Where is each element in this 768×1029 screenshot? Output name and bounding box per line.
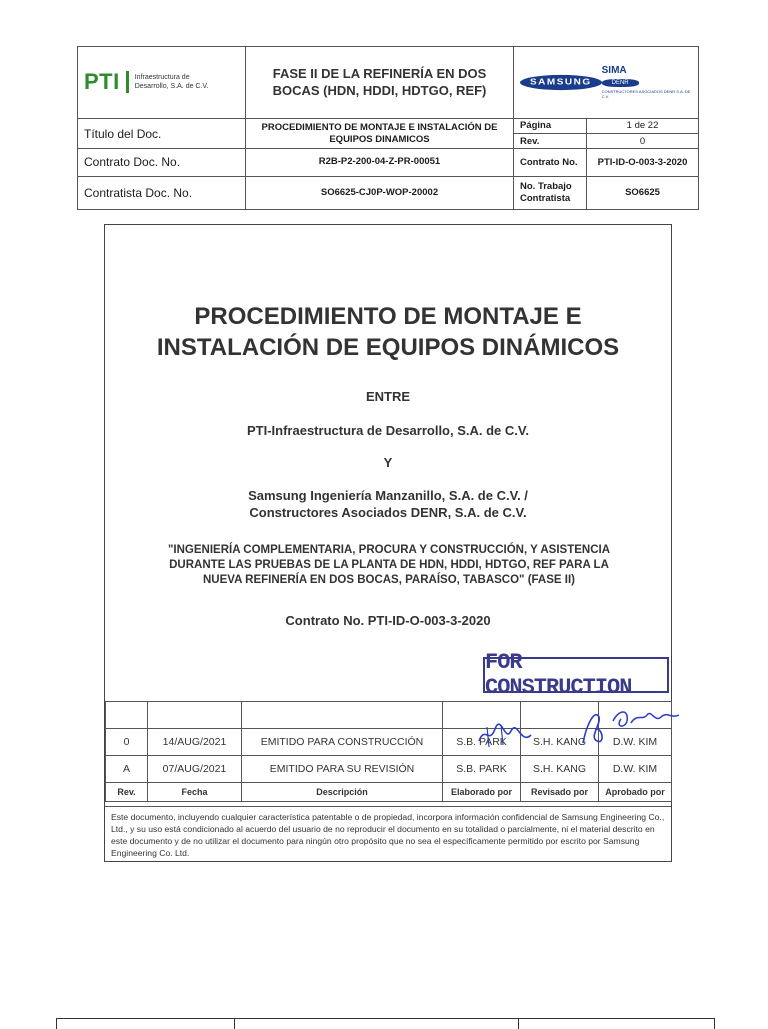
reviewed-by-cell: S.H. KANG: [521, 756, 599, 783]
doc-title-label: Título del Doc.: [78, 118, 246, 148]
project-title: FASE II DE LA REFINERÍA EN DOS BOCAS (HDN, HDDI, HDTGO, REF): [246, 47, 514, 119]
document-title-line2: INSTALACIÓN DE EQUIPOS DINÁMICOS: [156, 334, 620, 361]
project-line3: NUEVA REFINERÍA EN DOS BOCAS, PARAÍSO, TABASCO" (FASE II): [203, 574, 575, 586]
cover-box: [104, 224, 672, 862]
revision-header-row: [106, 783, 672, 802]
party-two: [105, 487, 671, 521]
signature-park-icon: [475, 721, 535, 751]
pti-logo-text: PTI: [84, 69, 120, 95]
entre-label: ENTRE: [365, 389, 411, 404]
document-header-table: [77, 46, 699, 210]
prepared-by-cell: S.B. PARK: [443, 756, 521, 783]
pti-logo-cell: [78, 47, 246, 119]
client-logos-cell: [514, 47, 699, 119]
contract-doc-value: R2B-P2-200-04-Z-PR-00051: [246, 149, 514, 176]
contractor-doc-value: SO6625-CJ0P-WOP-20002: [246, 176, 514, 209]
sima-logo-text: SIMA: [601, 65, 627, 77]
rev-cell: A: [106, 756, 148, 783]
header-reviewed-by: Revisado por: [521, 783, 599, 802]
pti-logo: [84, 69, 239, 95]
document-title-line1: PROCEDIMIENTO DE MONTAJE E: [194, 303, 582, 330]
page-label: Página: [514, 118, 587, 133]
project-description: [135, 543, 643, 588]
table-row: [106, 756, 672, 783]
pti-subtitle-line1: Infraestructura de: [134, 74, 190, 82]
contract-number: Contrato No. PTI-ID-O-003-3-2020: [285, 613, 491, 628]
page-value: 1 de 22: [587, 118, 699, 133]
y-label: Y: [383, 455, 393, 470]
approved-by-cell: D.W. KIM: [599, 756, 672, 783]
approved-by-cell: D.W. KIM: [599, 729, 672, 756]
for-construction-stamp: FOR CONSTRUCTION: [483, 657, 669, 693]
date-cell: 14/AUG/2021: [148, 729, 242, 756]
header-approved-by: Aprobado por: [599, 783, 672, 802]
header-date: Fecha: [148, 783, 242, 802]
sima-denr-logo: [602, 65, 692, 99]
confidentiality-disclaimer: Este documento, incluyendo cualquier característica patentable o de propiedad, incorpora información confidencial de Samsung Engineering Co., Ltd., y su uso está condicionado al acuerdo del usuario de no reproducir el documento en su totalidad o parcialmente, ni el material descrito en este documento y de no utilizar el documento para ningún otro propósito que no sea el específicamente permitido por escrito por Samsung Engineering Co. Ltd.: [105, 806, 671, 861]
denr-logo-text: DENR: [602, 79, 639, 87]
contractor-doc-label: Contratista Doc. No.: [78, 176, 246, 209]
prepared-by-cell: S.B. PARK: [443, 729, 521, 756]
pti-logo-subtitle: [135, 73, 209, 91]
doc-title-value: PROCEDIMIENTO DE MONTAJE E INSTALACIÓN DE EQUIPOS DINAMICOS: [246, 118, 514, 148]
description-cell: EMITIDO PARA SU REVISIÓN: [242, 756, 443, 783]
header-description: Descripción: [242, 783, 443, 802]
date-cell: 07/AUG/2021: [148, 756, 242, 783]
party-two-line2: Constructores Asociados DENR, S.A. de C.V.: [249, 505, 527, 520]
project-line2: DURANTE LAS PRUEBAS DE LA PLANTA DE HDN, HDDI, HDTGO, REF PARA LA: [169, 559, 609, 571]
work-no-label: No. Trabajo Contratista: [514, 176, 587, 209]
signature-kang-kim-icon: [575, 703, 685, 749]
reviewed-by-cell: S.H. KANG: [521, 729, 599, 756]
contract-no-label: Contrato No.: [514, 149, 587, 176]
rev-cell: 0: [106, 729, 148, 756]
header-rev: Rev.: [106, 783, 148, 802]
pti-logo-divider: [126, 71, 129, 93]
rev-value: 0: [587, 134, 699, 149]
contract-doc-label: Contrato Doc. No.: [78, 149, 246, 176]
party-one: PTI-Infraestructura de Desarrollo, S.A. de C.V.: [247, 423, 529, 438]
project-line1: "INGENIERÍA COMPLEMENTARIA, PROCURA Y CONSTRUCCIÓN, Y ASISTENCIA: [167, 544, 611, 556]
contract-no-value: PTI-ID-O-003-3-2020: [587, 149, 699, 176]
description-cell: EMITIDO PARA CONSTRUCCIÓN: [242, 729, 443, 756]
pti-subtitle-line2: Desarrollo, S.A. de C.V.: [134, 83, 209, 91]
document-title: [105, 301, 671, 363]
samsung-logo: SAMSUNG: [520, 75, 602, 90]
rev-label: Rev.: [514, 134, 587, 149]
sima-logo-subtitle: CONSTRUCTORES ASOCIADOS DENR S.A. DE C.V.: [601, 89, 691, 100]
party-two-line1: Samsung Ingeniería Manzanillo, S.A. de C.V. /: [248, 488, 528, 503]
work-no-value: SO6625: [587, 176, 699, 209]
header-prepared-by: Elaborado por: [443, 783, 521, 802]
